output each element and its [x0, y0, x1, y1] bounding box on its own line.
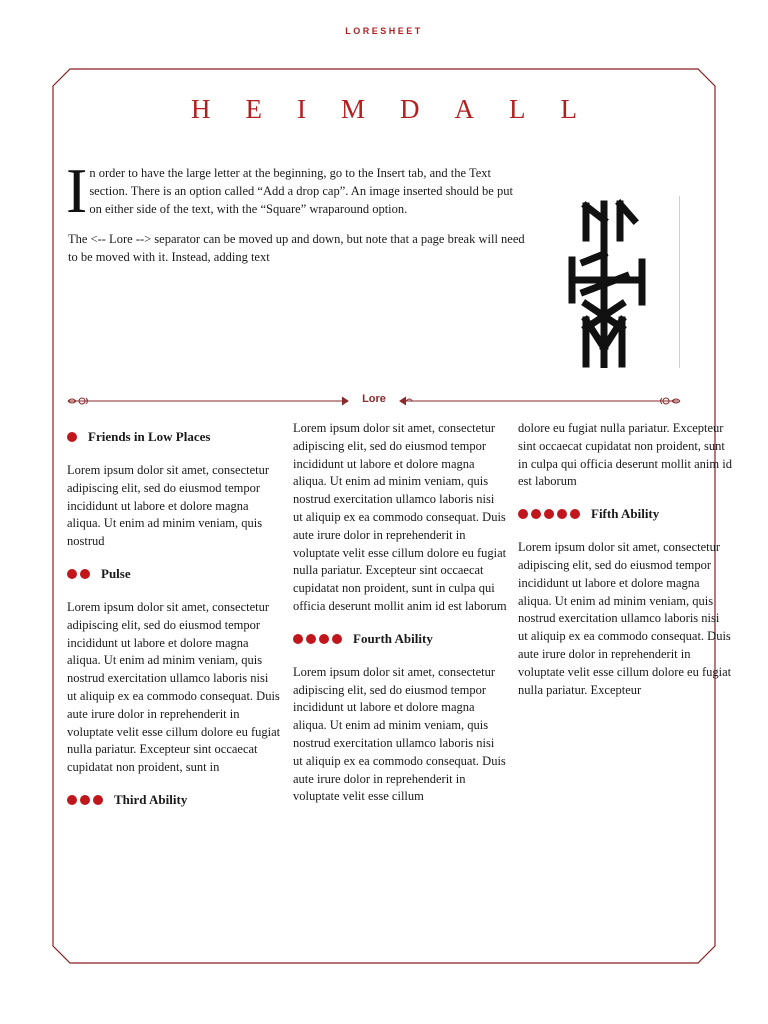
separator-label: Lore [362, 393, 386, 405]
ability-title: Friends in Low Places [88, 429, 211, 444]
ability-title: Fifth Ability [591, 506, 660, 522]
ability-heading-friends [67, 428, 281, 446]
intro-paragraph-1: n order to have the large letter at the beginning, go to the Insert tab, and the Text section. There is an option called “Add a drop cap”. An image inserted should be put on either side of the text, with the “Square” wraparound option. [89, 166, 513, 216]
dot-rating-1 [67, 432, 80, 442]
ability-title: Fourth Ability [353, 630, 433, 646]
ability-description: dolore eu fugiat nulla pariatur. Excepteur sint occaecat cupidatat non proident, sunt in culpa qui officia deserunt mollit anim id est laborum [518, 421, 732, 489]
ability-description: Lorem ipsum dolor sit amet, consectetur adipiscing elit, sed do eiusmod tempor incididunt ut labore et dolore magna aliqua. Ut enim ad minim veniam, quis nostrud exercitation ullamco laboris nisi ut aliquip ex ea commodo consequat. Duis aute irure dolor in reprehenderit in voluptate velit esse cillum dolore eu fugiat nulla pariatur. Excepteur [518, 540, 732, 697]
ability-description: Lorem ipsum dolor sit amet, consectetur adipiscing elit, sed do eiusmod tempor incididunt ut labore et dolore magna aliqua. Ut enim ad minim veniam, quis nostrud exercitation ullamco laboris nisi ut aliquip ex ea commodo consequat. Duis aute irure dolor in reprehenderit in voluptate velit esse cillum [293, 664, 506, 804]
ability-description: Lorem ipsum dolor sit amet, consectetur adipiscing elit, sed do eiusmod tempor incididunt ut labore et dolore magna aliqua. Ut enim ad minim veniam, quis nostrud exercitation ullamco laboris nisi ut aliquip ex ea commodo consequat. Duis aute irure dolor in reprehenderit in voluptate velit esse cillum dolore eu fugiat nulla pariatur. Excepteur sint occaecat cupidatat non proident, sunt in culpa qui officia deserunt mollit anim id est laborum [293, 421, 507, 613]
column-2 [293, 420, 507, 808]
ability-title: Pulse [101, 565, 131, 581]
drop-cap: I [66, 155, 88, 226]
image-border-line [679, 196, 680, 368]
ability-heading-fifth [518, 505, 732, 523]
ability-heading-pulse [67, 565, 281, 583]
dot-rating-4 [293, 634, 345, 644]
dot-rating-2 [67, 569, 93, 579]
page-title: HEIMDALL [191, 94, 612, 124]
dot-rating-5 [518, 509, 583, 519]
column-1 [67, 420, 281, 825]
column-3 [518, 420, 732, 701]
lore-separator [64, 392, 684, 412]
bindrune-image [556, 196, 686, 376]
ability-heading-third [67, 791, 281, 809]
ability-description: Lorem ipsum dolor sit amet, consectetur adipiscing elit, sed do eiusmod tempor incididunt ut labore et dolore magna aliqua. Ut enim ad minim veniam, quis nostrud exercitation ullamco laboris nisi ut aliquip ex ea commodo consequat. Duis aute irure dolor in reprehenderit in voluptate velit esse cillum dolore eu fugiat nulla pariatur. Excepteur sint occaecat cupidatat non proident, sunt in [67, 599, 281, 775]
header-label: LORESHEET [345, 26, 423, 36]
dot-rating-3 [67, 795, 106, 805]
ability-title: Third Ability [114, 791, 188, 807]
ability-heading-fourth [293, 630, 507, 648]
intro-paragraph-2: The <-- Lore --> separator can be moved up and down, but note that a page break will need to be moved with it. Instead, adding text [68, 232, 525, 264]
ability-description: Lorem ipsum dolor sit amet, consectetur adipiscing elit, sed do eiusmod tempor incididunt ut labore et dolore magna aliqua. Ut enim ad minim veniam, quis nostrud [67, 463, 270, 549]
